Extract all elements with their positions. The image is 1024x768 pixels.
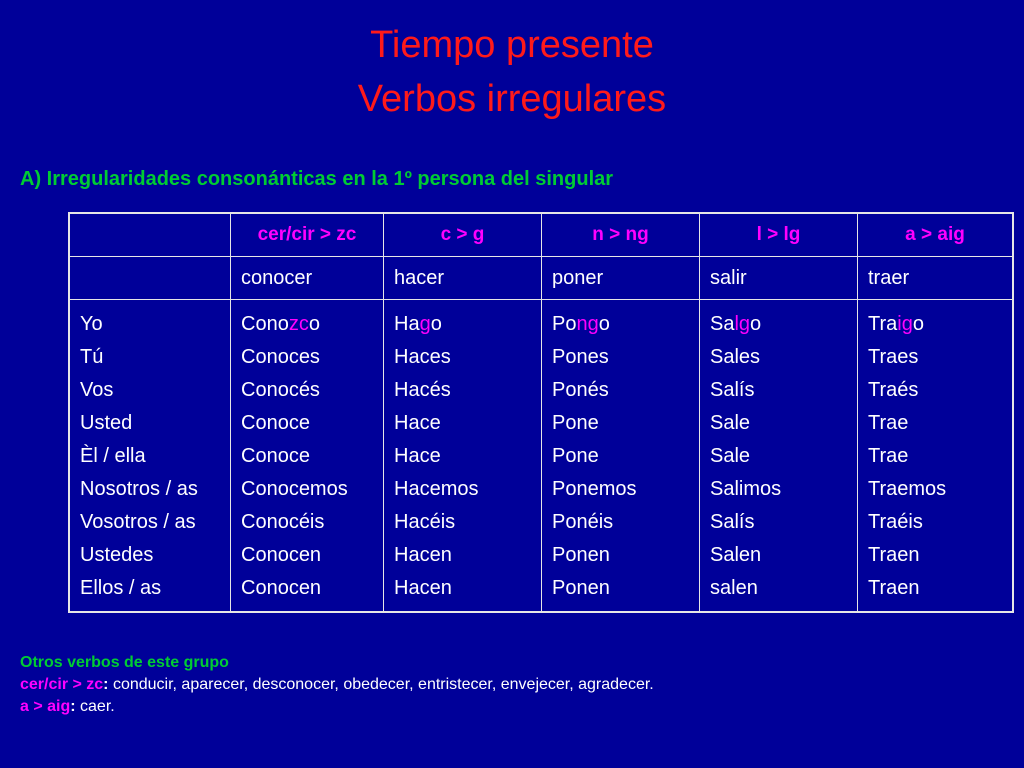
- rule-label: a > aig: [20, 698, 71, 715]
- stem: Tra: [868, 313, 898, 335]
- verb-form: Conocen: [241, 544, 322, 566]
- verb-form: Conocemos: [241, 478, 348, 500]
- rule-header-cell: c > g: [384, 213, 542, 257]
- verb-form: Ponés: [552, 379, 609, 401]
- verb-form: Salís: [710, 379, 755, 401]
- other-verbs-line-zc: [20, 674, 654, 696]
- ending: o: [750, 313, 762, 335]
- irregular-highlight: ng: [576, 313, 599, 335]
- ending: o: [598, 313, 610, 335]
- verb-form: salen: [710, 577, 758, 599]
- ending: o: [308, 313, 320, 335]
- verb-form: Ponen: [552, 544, 610, 566]
- verb-form: Hacemos: [394, 478, 479, 500]
- conjugation-row: [69, 300, 1013, 613]
- verb-form: Hacéis: [394, 511, 456, 533]
- verb-form: Salen: [710, 544, 762, 566]
- verb-form: Traen: [868, 544, 920, 566]
- yo-form: [868, 308, 1012, 341]
- yo-form: [241, 308, 383, 341]
- slide-title-line-1: Tiempo presente: [370, 24, 654, 66]
- verb-form: Traemos: [868, 478, 947, 500]
- infinitive-cell: traer: [858, 257, 1014, 300]
- verb-form: Hace: [394, 412, 441, 434]
- pronoun-column: [69, 300, 231, 613]
- infinitive-cell: poner: [542, 257, 700, 300]
- empty-infinitive-cell: [69, 257, 231, 300]
- stem: Ha: [394, 313, 420, 335]
- verb-list: caer.: [75, 698, 115, 715]
- yo-form: [394, 308, 541, 341]
- ending: o: [430, 313, 442, 335]
- verb-form: Conoce: [241, 412, 310, 434]
- verb-form: Trae: [868, 412, 909, 434]
- pronoun: Èl / ella: [80, 445, 146, 467]
- section-heading: A) Irregularidades consonánticas en la 1º persona del singular: [20, 168, 614, 190]
- other-verbs-line-aig: [20, 696, 654, 718]
- verb-form: Hacés: [394, 379, 451, 401]
- yo-form: [552, 308, 699, 341]
- stem: Cono: [241, 313, 289, 335]
- infinitive-cell: hacer: [384, 257, 542, 300]
- verb-form: Sale: [710, 445, 751, 467]
- verb-form: Haces: [394, 346, 451, 368]
- verb-form: Ponéis: [552, 511, 614, 533]
- pronoun: Vos: [80, 379, 114, 401]
- pronoun: Ellos / as: [80, 577, 162, 599]
- pronoun: Nosotros / as: [80, 478, 198, 500]
- rule-header-row: [69, 213, 1013, 257]
- rule-label: cer/cir > zc: [20, 676, 104, 693]
- verb-form: Traen: [868, 577, 920, 599]
- verb-column-poner: [542, 300, 700, 613]
- verb-form: Traéis: [868, 511, 923, 533]
- verb-form: Ponemos: [552, 478, 637, 500]
- verb-form: Salís: [710, 511, 755, 533]
- conjugation-table: [68, 212, 1014, 613]
- irregular-highlight: g: [419, 313, 431, 335]
- verb-form: Pone: [552, 412, 599, 434]
- verb-form: Hacen: [394, 544, 452, 566]
- verb-form: Conocen: [241, 577, 322, 599]
- verb-form: Conoces: [241, 346, 320, 368]
- rule-colon: :: [103, 676, 109, 693]
- verb-form: Ponen: [552, 577, 610, 599]
- pronoun: Tú: [80, 346, 104, 368]
- slide-title-line-2: Verbos irregulares: [357, 78, 667, 120]
- rule-header-cell: l > lg: [700, 213, 858, 257]
- infinitive-cell: salir: [700, 257, 858, 300]
- verb-form: Conocés: [241, 379, 320, 401]
- rule-colon: :: [70, 698, 76, 715]
- irregular-highlight: ig: [897, 313, 913, 335]
- stem: Sa: [710, 313, 735, 335]
- irregular-highlight: lg: [734, 313, 751, 335]
- other-verbs-section: [20, 652, 654, 718]
- verb-form: Hace: [394, 445, 441, 467]
- verb-form: Traes: [868, 346, 919, 368]
- verb-form: Hacen: [394, 577, 452, 599]
- stem: Po: [552, 313, 577, 335]
- verb-form: Conoce: [241, 445, 310, 467]
- verb-form: Conocéis: [241, 511, 325, 533]
- rule-header-cell: a > aig: [858, 213, 1014, 257]
- irregular-highlight: zc: [288, 313, 309, 335]
- pronoun: Yo: [80, 313, 103, 335]
- infinitive-row: [69, 257, 1013, 300]
- verb-list: conducir, aparecer, desconocer, obedecer, entristecer, envejecer, agradecer.: [108, 676, 654, 693]
- verb-column-conocer: [231, 300, 384, 613]
- empty-header-cell: [69, 213, 231, 257]
- pronoun: Ustedes: [80, 544, 154, 566]
- verb-form: Pone: [552, 445, 599, 467]
- pronoun: Vosotros / as: [80, 511, 196, 533]
- verb-form: Salimos: [710, 478, 782, 500]
- rule-header-cell: n > ng: [542, 213, 700, 257]
- verb-form: Sales: [710, 346, 761, 368]
- verb-column-hacer: [384, 300, 542, 613]
- rule-header-cell: cer/cir > zc: [231, 213, 384, 257]
- pronoun: Usted: [80, 412, 133, 434]
- verb-column-salir: [700, 300, 858, 613]
- verb-column-traer: [858, 300, 1014, 613]
- yo-form: [710, 308, 857, 341]
- infinitive-cell: conocer: [231, 257, 384, 300]
- verb-form: Pones: [552, 346, 609, 368]
- ending: o: [912, 313, 924, 335]
- other-verbs-heading: Otros verbos de este grupo: [20, 654, 229, 671]
- verb-form: Trae: [868, 445, 909, 467]
- verb-form: Sale: [710, 412, 751, 434]
- verb-form: Traés: [868, 379, 919, 401]
